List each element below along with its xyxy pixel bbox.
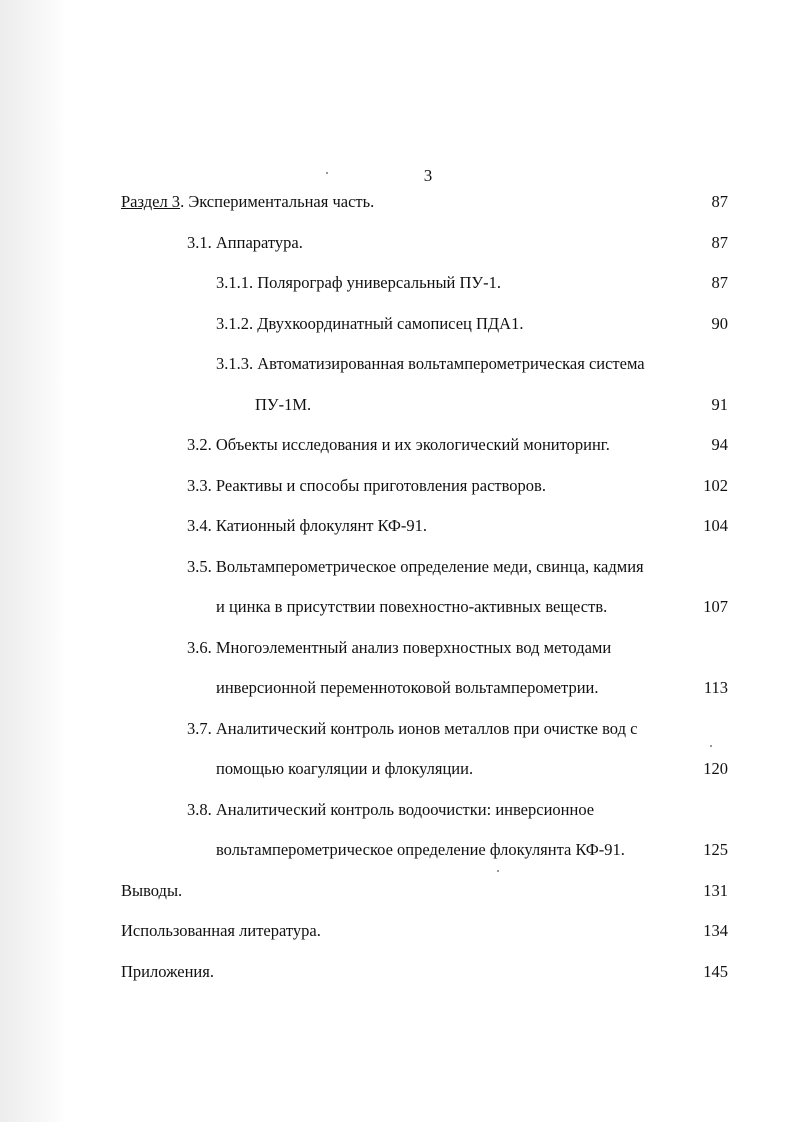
scan-speck — [326, 172, 328, 174]
toc-entry-3-7-cont — [0, 759, 793, 800]
toc-entry-title: 3.1.1. Полярограф универсальный ПУ-1. — [216, 273, 501, 292]
toc-entry-title-line1: 3.8. Аналитический контроль водоочистки: инверсионное — [187, 799, 595, 819]
toc-entry-page: 102 — [703, 475, 728, 495]
toc-entry-3-1-2 — [0, 314, 793, 355]
toc-entry-page: 107 — [703, 597, 728, 616]
toc-entry-3-6-cont — [0, 678, 793, 719]
table-of-contents — [0, 192, 793, 1002]
toc-entry-title: 3.1. Аппаратура. — [187, 232, 303, 252]
toc-entry-page: 94 — [711, 435, 728, 454]
toc-entry-page: 87 — [711, 232, 728, 252]
toc-entry-3-8 — [0, 800, 793, 841]
toc-entry-conclusions — [0, 881, 793, 922]
toc-entry-title-line1: 3.7. Аналитический контроль ионов металлов при очистке вод с — [187, 718, 638, 738]
toc-entry-page: 87 — [711, 192, 728, 211]
toc-entry-page: 91 — [711, 394, 728, 414]
toc-entry-page: 145 — [703, 961, 728, 981]
toc-entry-3-2 — [0, 435, 793, 476]
toc-entry-page: 125 — [703, 840, 728, 859]
toc-entry-title: 3.4. Катионный флокулянт КФ-91. — [187, 516, 428, 535]
toc-entry-title — [121, 192, 374, 212]
toc-entry-title-line1: 3.5. Вольтамперометрическое определение меди, свинца, кадмия — [187, 556, 644, 576]
section-label: Раздел 3 — [121, 192, 181, 211]
toc-entry-page: 134 — [703, 921, 728, 940]
toc-entry-3-1-1 — [0, 273, 793, 314]
section-title: . Экспериментальная часть. — [180, 192, 375, 211]
toc-entry-title: 3.3. Реактивы и способы приготовления растворов. — [187, 475, 546, 495]
toc-entry-title: 3.1.2. Двухкоординатный самописец ПДА1. — [216, 313, 524, 333]
toc-entry-title: Использованная литература. — [121, 921, 321, 940]
toc-entry-3-5-cont — [0, 597, 793, 638]
toc-entry-3-1-3 — [0, 354, 793, 395]
toc-entry-appendices — [0, 962, 793, 1003]
toc-entry-page: 104 — [703, 516, 728, 535]
scan-speck — [710, 745, 712, 747]
toc-entry-3-7 — [0, 719, 793, 760]
toc-entry-page: 131 — [703, 880, 728, 900]
toc-entry-3-3 — [0, 476, 793, 517]
toc-entry-title-line2: ПУ-1М. — [255, 394, 312, 414]
toc-entry-title-line1: 3.1.3. Автоматизированная вольтамперометрическая система — [216, 354, 645, 373]
toc-entry-title-line2: помощью коагуляции и флокуляции. — [216, 759, 474, 778]
toc-entry-title-line2: инверсионной переменнотоковой вольтамперометрии. — [216, 678, 599, 697]
page-number: 3 — [423, 166, 433, 185]
toc-entry-3-8-cont — [0, 840, 793, 881]
toc-entry-page: 113 — [703, 678, 728, 697]
toc-entry-title: Приложения. — [121, 961, 214, 981]
toc-entry-title: Выводы. — [121, 880, 183, 900]
toc-entry-page: 120 — [703, 759, 728, 778]
toc-entry-3-1-3-cont — [0, 395, 793, 436]
toc-entry-page: 90 — [711, 313, 728, 333]
toc-entry-3-6 — [0, 638, 793, 679]
toc-entry-references — [0, 921, 793, 962]
toc-entry-title-line1: 3.6. Многоэлементный анализ поверхностных вод методами — [187, 637, 612, 657]
toc-entry-3-4 — [0, 516, 793, 557]
toc-entry-title: 3.2. Объекты исследования и их экологический мониторинг. — [187, 435, 610, 454]
toc-entry-title-line2: и цинка в присутствии повехностно-активных веществ. — [216, 597, 608, 616]
scan-speck — [497, 870, 499, 872]
toc-entry-3-1 — [0, 233, 793, 274]
toc-entry-title-line2: вольтамперометрическое определение флокулянта КФ-91. — [216, 840, 625, 859]
toc-entry-3-5 — [0, 557, 793, 598]
toc-entry-section-3 — [0, 192, 793, 233]
toc-entry-page: 87 — [711, 273, 728, 292]
